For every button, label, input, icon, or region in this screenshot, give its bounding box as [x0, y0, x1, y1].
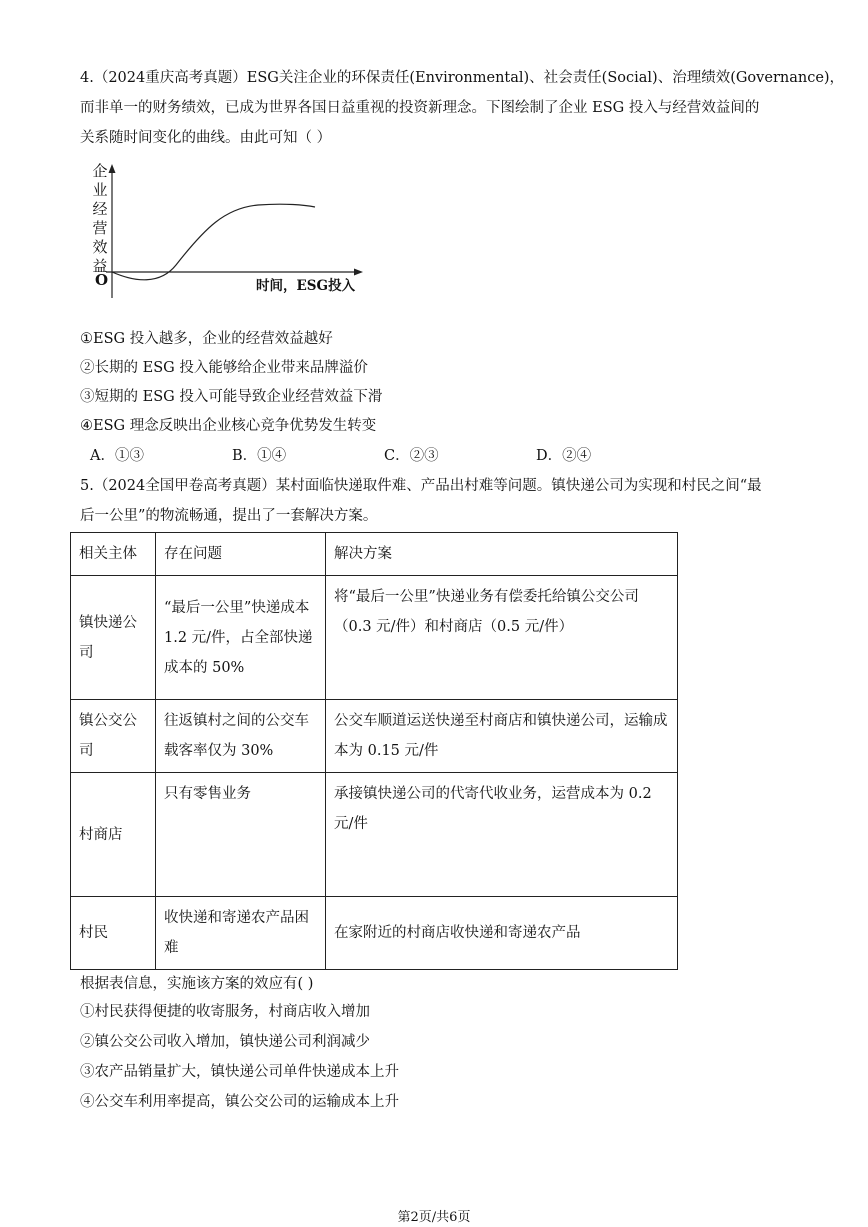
question-4-line-2: 而非单一的财务绩效，已成为世界各国日益重视的投资新理念。下图绘制了企业 ESG 投入与经营效益间的 [80, 100, 760, 116]
table-cell: “最后一公里”快递成本1.2 元/件，占全部快递成本的 50% [156, 576, 326, 700]
table-header-row [71, 533, 678, 576]
table-cell: 在家附近的村商店收快递和寄递农产品 [326, 897, 678, 970]
y-axis-label-char: 益 [92, 257, 108, 275]
esg-chart [80, 160, 380, 310]
q4-answer-b[interactable]: B．①④ [232, 448, 287, 464]
q4-answer-a[interactable]: A．①③ [90, 448, 144, 464]
q4-option-1: ①ESG 投入越多，企业的经营效益越好 [80, 331, 333, 347]
table-row [71, 773, 678, 897]
origin-label: O [95, 271, 109, 289]
q5-option-4: ④公交车利用率提高，镇公交公司的运输成本上升 [80, 1094, 399, 1110]
esg-curve [112, 204, 315, 280]
table-cell: 收快递和寄递农产品困难 [156, 897, 326, 970]
q4-answer-d[interactable]: D．②④ [536, 448, 592, 464]
q5-option-1: ①村民获得便捷的收寄服务，村商店收入增加 [80, 1004, 370, 1020]
q5-option-3: ③农产品销量扩大，镇快递公司单件快递成本上升 [80, 1064, 399, 1080]
q5-option-2: ②镇公交公司收入增加，镇快递公司利润减少 [80, 1034, 370, 1050]
table-header-cell: 解决方案 [326, 533, 678, 576]
question-4-line-3: 关系随时间变化的曲线。由此可知（ ） [80, 130, 332, 146]
question-5-line-1: 5.（2024全国甲卷高考真题）某村面临快递取件难、产品出村难等问题。镇快递公司为实现和村民之间“最 [80, 478, 762, 494]
table-header-cell: 相关主体 [71, 533, 156, 576]
x-axis-label: 时间，ESG投入 [256, 278, 356, 294]
q4-option-2: ②长期的 ESG 投入能够给企业带来品牌溢价 [80, 360, 368, 376]
y-axis-label-char: 效 [92, 238, 108, 256]
table-cell: 公交车顺道运送快递至村商店和镇快递公司，运输成本为 0.15 元/件 [326, 700, 678, 773]
x-axis-arrow [354, 269, 363, 276]
table-cell: 承接镇快递公司的代寄代收业务，运营成本为 0.2 元/件 [326, 773, 678, 897]
question-5-prompt: 根据表信息，实施该方案的效应有( ) [80, 976, 314, 992]
q4-option-4: ④ESG 理念反映出企业核心竞争优势发生转变 [80, 418, 377, 434]
question-5-line-2: 后一公里”的物流畅通，提出了一套解决方案。 [80, 508, 378, 524]
table-row [71, 576, 678, 700]
y-axis-label-char: 经 [92, 200, 108, 218]
table-cell: 村商店 [71, 773, 156, 897]
table-cell: 镇公交公司 [71, 700, 156, 773]
solution-table [70, 532, 678, 970]
table-cell: 往返镇村之间的公交车载客率仅为 30% [156, 700, 326, 773]
table-cell: 只有零售业务 [156, 773, 326, 897]
table-header-cell: 存在问题 [156, 533, 326, 576]
question-4-line-1: 4.（2024重庆高考真题）ESG关注企业的环保责任(Environmental)、社会责任(Social)、治理绩效(Governance)， [80, 70, 845, 86]
q4-option-3: ③短期的 ESG 投入可能导致企业经营效益下滑 [80, 389, 383, 405]
q4-answer-c[interactable]: C．②③ [384, 448, 439, 464]
y-axis-label-char: 业 [92, 181, 108, 199]
table-row [71, 897, 678, 970]
table-cell: 将“最后一公里”快递业务有偿委托给镇公交公司（0.3 元/件）和村商店（0.5 元/件） [326, 576, 678, 700]
page-footer: 第2页/共6页 [397, 1210, 471, 1225]
y-axis-label-char: 企 [92, 162, 108, 180]
table-row [71, 700, 678, 773]
y-axis-label-char: 营 [92, 219, 108, 237]
table-cell: 村民 [71, 897, 156, 970]
table-cell: 镇快递公司 [71, 576, 156, 700]
